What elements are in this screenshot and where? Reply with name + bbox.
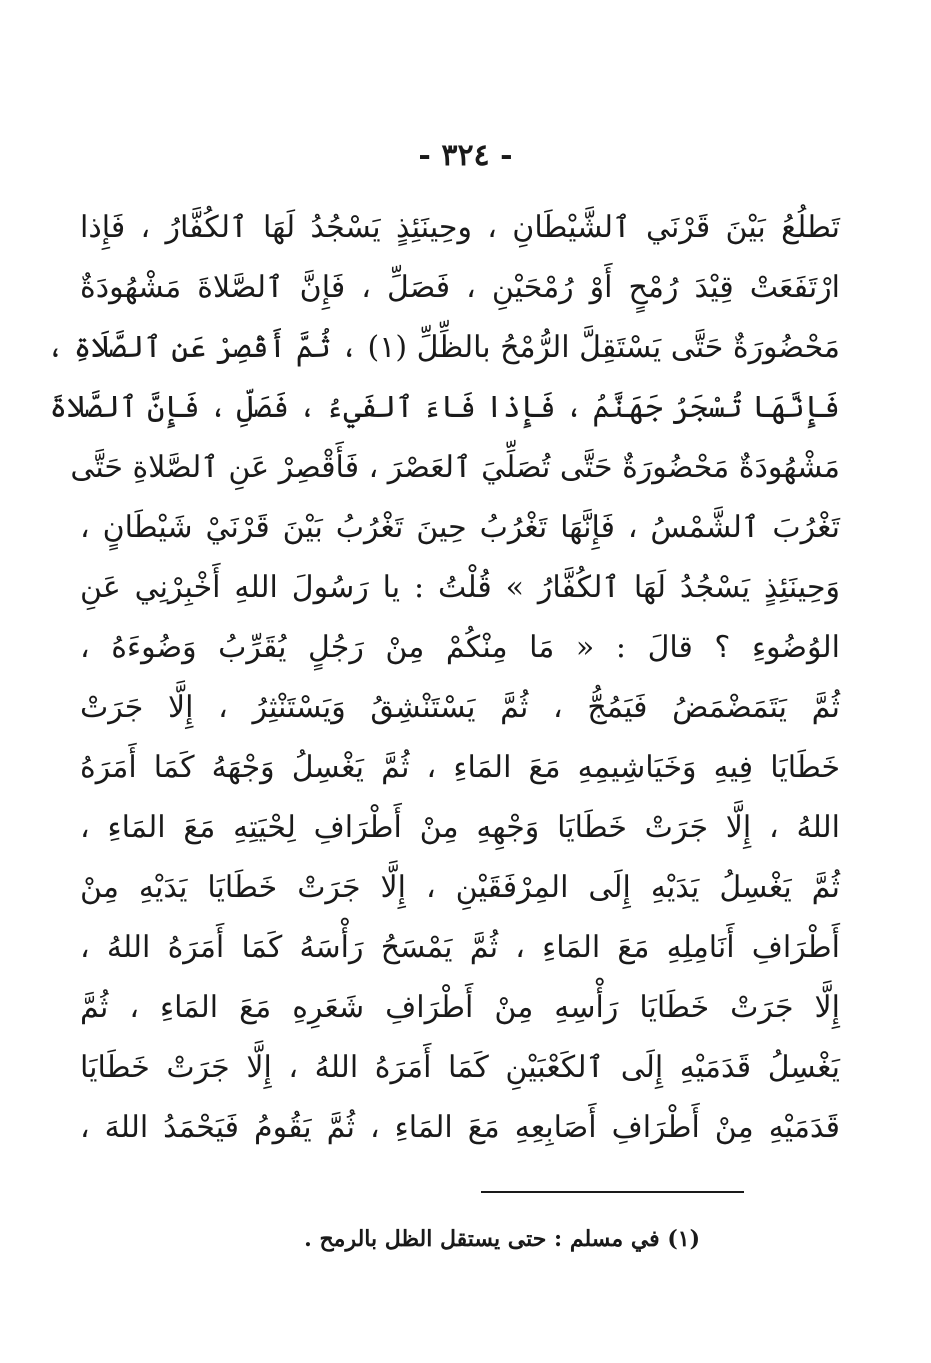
footnote: (١) في مسلم : حتى يستقل الظل بالرمح . [304,1226,700,1252]
text-line: تَغْرُبَ ٱلشَّمْسُ ، فَإِنَّهَا تَغْرُبُ حِينَ تَغْرُبُ بَيْنَ قَرْنَيْ شَيْطَانٍ ، [80,510,840,545]
text-line: أَطْرَافِ أَنَامِلِهِ مَعَ المَاءِ ، ثُمَّ يَمْسَحُ رَأْسَهُ كَمَا أَمَرَهُ اللهُ ، [80,930,840,965]
text-line: فَإِنَّهَا تُسْجَرُ جَهَنَّمُ ، فَإِذا فَاءَ ٱلفَيءُ ، فَصَلِّ ، فَإِنَّ ٱلصَّلاةَ [49,390,840,425]
text-line: خَطَايَا فِيهِ وَخَيَاشِيمِهِ مَعَ المَاءِ ، ثُمَّ يَغْسِلُ وَجْهَهُ كَمَا أَمَرَهُ [80,750,840,785]
text-line: يَغْسِلُ قَدَمَيْهِ إِلَى ٱلكَعْبَيْنِ كَمَا أَمَرَهُ اللهُ ، إِلَّا جَرَتْ خَطَايَا [80,1050,840,1085]
text-line: وَحِينَئِذٍ يَسْجُدُ لَهَا ٱلكُفَّارُ » قُلْتُ : يا رَسُولَ اللهِ أَخْبِرْنِي عَنِ [80,570,840,605]
text-line: الوُضُوءِ ؟ قالَ : « مَا مِنْكُمْ مِنْ رَجُلٍ يُقَرِّبُ وَضُوءَهُ ، [80,630,840,665]
text-line: مَشْهُودَةٌ مَحْضُورَةٌ حَتَّى تُصَلِّيَ ٱلعَصْرَ ، فَأَقْصِرْ عَنِ ٱلصَّلاةِ حَتَّى [70,450,840,485]
text-line: تَطلُعُ بَيْنَ قَرْنَي ٱلشَّيْطَانِ ، وحِينَئِذٍ يَسْجُدُ لَهَا ٱلكُفَّارُ ، فَإِذا [80,210,840,245]
page-number: - ٣٢٤ - [418,138,513,173]
text-line: ثُمَّ يَتَمَضْمَضُ فَيَمُجُّ ، ثُمَّ يَسْتَنْشِقُ وَيَسْتَنْثِرُ ، إِلَّا جَرَتْ [80,690,840,725]
main-text [46,198,840,1158]
text-line: اللهُ ، إِلَّا جَرَتْ خَطَايَا وَجْهِهِ مِنْ أَطْرَافِ لِحْيَتِهِ مَعَ المَاءِ ، [80,810,840,845]
footnote-divider [481,1191,744,1193]
text-line: ارْتَفَعَتْ قِيْدَ رُمْحٍ أَوْ رُمْحَيْنِ ، فَصَلِّ ، فَإِنَّ ٱلصَّلاةَ مَشْهُودَةٌ [80,270,840,305]
text-line: ثُمَّ يَغْسِلُ يَدَيْهِ إِلَى المِرْفَقَيْنِ ، إِلَّا جَرَتْ خَطَايَا يَدَيْهِ مِنْ [80,870,840,905]
text-line: إِلَّا جَرَتْ خَطَايَا رَأْسِهِ مِنْ أَطْرَافِ شَعَرِهِ مَعَ المَاءِ ، ثُمَّ [80,990,840,1025]
text-line: مَحْضُورَةٌ حَتَّى يَسْتَقِلَّ الرُّمْحُ بالظِّلِّ (١) ، ثُمَّ أَقْصِرْ عَنِ ٱلصَّلَاةِ ، [46,330,840,365]
text-line: قَدَمَيْهِ مِنْ أَطْرَافِ أَصَابِعِهِ مَعَ المَاءِ ، ثُمَّ يَقُومُ فَيَحْمَدُ اللهَ ، [80,1110,840,1145]
